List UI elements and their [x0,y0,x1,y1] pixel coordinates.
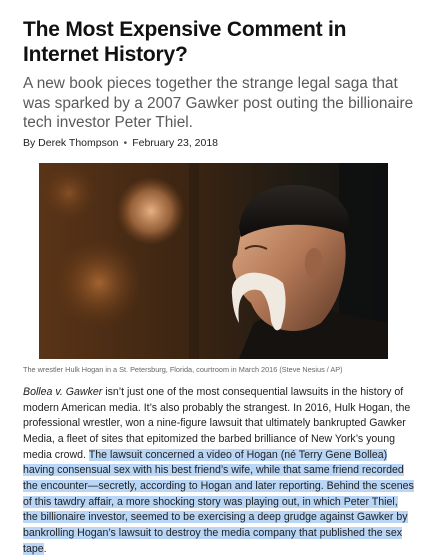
byline-author[interactable]: By Derek Thompson [23,137,119,149]
photo-caption: The wrestler Hulk Hogan in a St. Petersburg, Florida, courtroom in March 2016 (Steve Nesius / AP) [23,365,343,374]
byline [23,136,218,150]
body-text-unselected: isn’t just one of the most consequential lawsuits in the history of modern American media. It’s also probably the strangest. In 2016, Hulk Hogan, the professional wrestler, won a nine-figure lawsuit that ultimately bankrupted Gawker Media, a fleet of sites that epitomized the barbed brilliance of New York’s young media crowd. [23,386,411,461]
article-body-paragraph [23,385,415,557]
hero-photo-image [39,163,388,359]
byline-separator: • [123,137,128,149]
case-name: Bollea v. Gawker [23,386,103,398]
byline-date: February 23, 2018 [132,137,219,149]
article-dek: A new book pieces together the strange legal saga that was sparked by a 2007 Gawker post outing the billionaire tech investor Peter Thiel. [23,75,414,131]
article-headline: The Most Expensive Comment in Internet History? [23,18,347,66]
hero-photo [39,163,388,359]
body-text-end: . [43,542,47,555]
selected-text[interactable]: The lawsuit concerned a video of Hogan (né Terry Gene Bollea) having consensual sex with his best friend’s wife, while that same friend recorded the encounter—secretly, according to Hogan and later reporting. Behind the scenes of this tawdry affair, a more shocking story was playing out, in which Peter Thiel, the billionaire investor, seemed to be exercising a deep grudge against Gawker by bankrolling Hogan’s lawsuit to destroy the media company that published the sex tape [23,448,414,555]
